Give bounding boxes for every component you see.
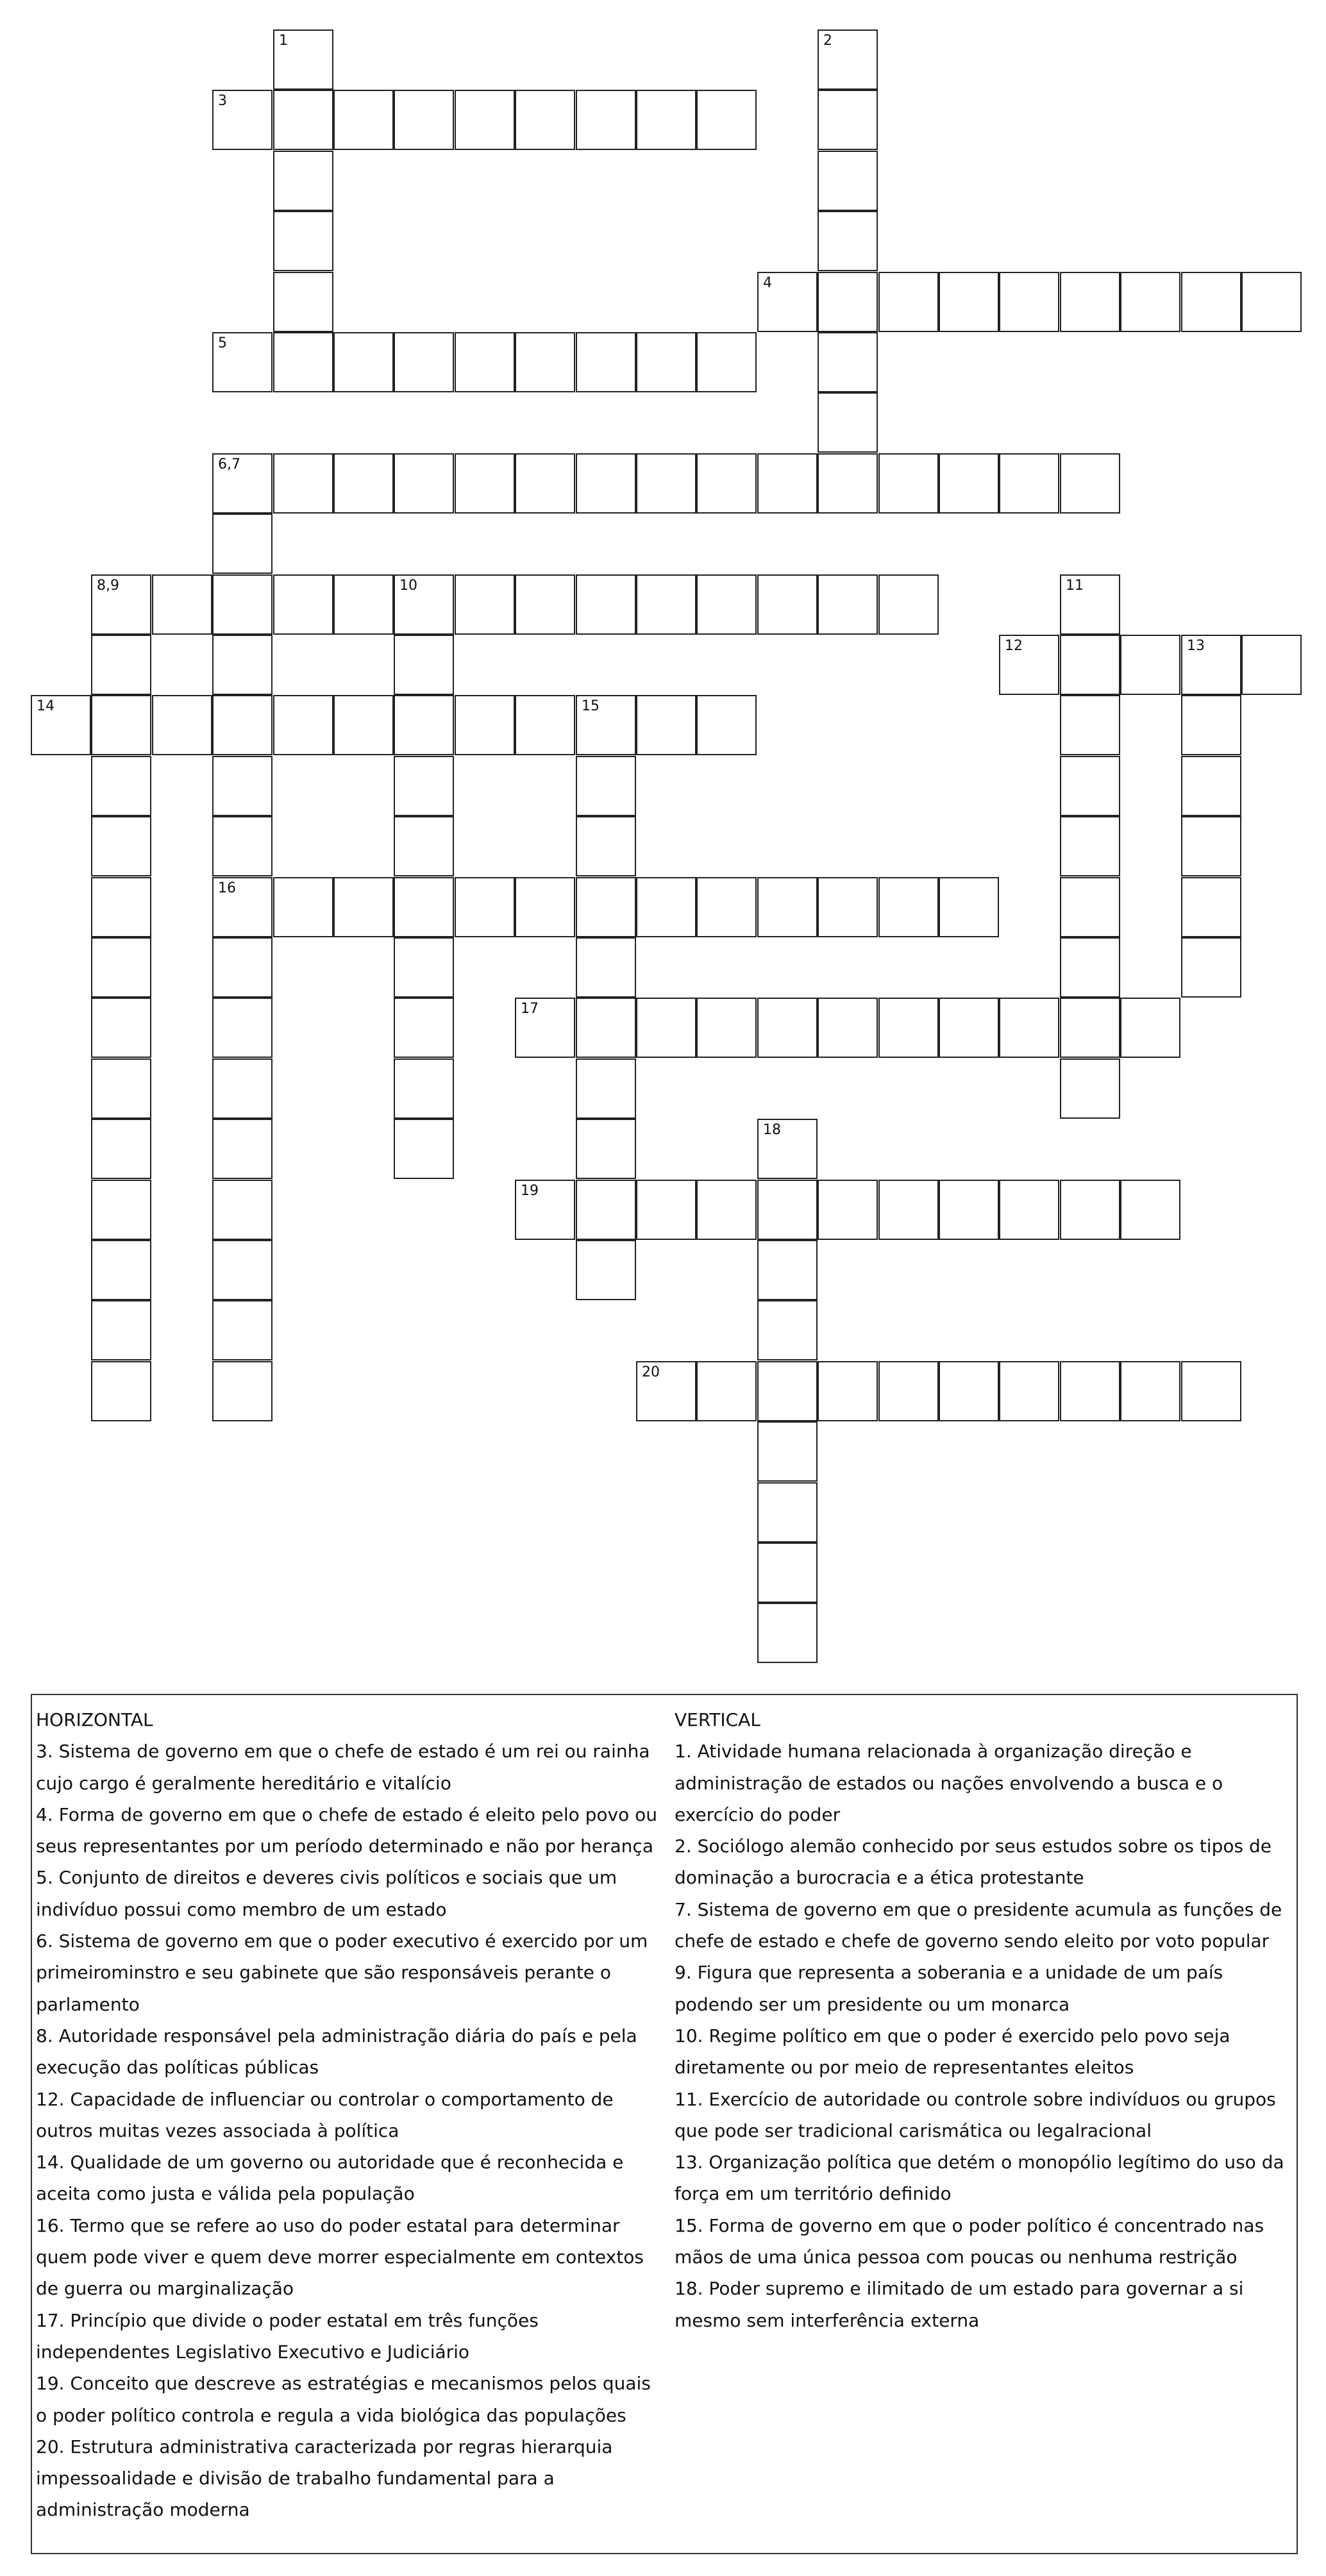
clue-h-4: 4. Forma de governo em que o chefe de estado é eleito pelo povo ou seus representantes por um período determinado e não por herança xyxy=(36,1803,658,1857)
grid-cell[interactable] xyxy=(394,1058,454,1119)
grid-cell[interactable] xyxy=(878,877,939,937)
grid-cell[interactable] xyxy=(696,574,757,635)
grid-cell[interactable] xyxy=(212,1180,273,1240)
grid-cell[interactable] xyxy=(1241,272,1302,332)
grid-cell[interactable] xyxy=(394,937,454,998)
clue-h-20: 20. Estrutura administrativa caracterizada por regras hierarquia impessoalidade e divisão de trabalho fundamental para a administração moderna xyxy=(36,2436,613,2521)
grid-cell[interactable] xyxy=(212,635,273,695)
grid-cell[interactable] xyxy=(212,937,273,998)
grid-cell[interactable] xyxy=(576,695,636,755)
grid-cell[interactable] xyxy=(1060,937,1120,998)
grid-cell[interactable] xyxy=(1060,635,1120,695)
grid-cell[interactable] xyxy=(212,1119,273,1179)
grid-cell[interactable] xyxy=(939,998,999,1058)
clue-number: 12 xyxy=(1005,638,1023,654)
clue-number: 16 xyxy=(218,880,236,896)
grid-cell[interactable] xyxy=(91,877,151,937)
grid-cell[interactable] xyxy=(394,574,454,635)
grid-cell[interactable] xyxy=(576,453,636,514)
grid-cell[interactable] xyxy=(1060,756,1120,816)
grid-cell[interactable] xyxy=(515,877,575,937)
grid-cell[interactable] xyxy=(636,574,696,635)
grid-cell[interactable] xyxy=(1060,574,1120,635)
grid-cell[interactable] xyxy=(878,574,939,635)
grid-cell[interactable] xyxy=(1181,816,1241,876)
grid-cell[interactable] xyxy=(273,877,333,937)
grid-cell[interactable] xyxy=(757,1119,818,1179)
grid-cell[interactable] xyxy=(1181,756,1241,816)
grid-cell[interactable] xyxy=(515,1180,575,1240)
grid-cell[interactable] xyxy=(818,1180,878,1240)
grid-cell[interactable] xyxy=(999,1361,1059,1421)
grid-cell[interactable] xyxy=(696,1361,757,1421)
grid-cell[interactable] xyxy=(333,90,394,150)
clue-number: 5 xyxy=(218,335,227,351)
grid-cell[interactable] xyxy=(273,90,333,150)
grid-cell[interactable] xyxy=(818,90,878,150)
grid-cell[interactable] xyxy=(576,877,636,937)
grid-cell[interactable] xyxy=(999,998,1059,1058)
grid-cell[interactable] xyxy=(1060,272,1120,332)
clue-number: 17 xyxy=(521,1001,539,1017)
clue-h-14: 14. Qualidade de um governo ou autoridade que é reconhecida e aceita como justa e válida pela população xyxy=(36,2152,624,2205)
clues-box xyxy=(31,1694,1298,2554)
grid-cell[interactable] xyxy=(394,635,454,695)
grid-cell[interactable] xyxy=(212,756,273,816)
grid-cell[interactable] xyxy=(1060,816,1120,876)
grid-cell[interactable] xyxy=(757,998,818,1058)
grid-cell[interactable] xyxy=(757,1421,818,1482)
grid-cell[interactable] xyxy=(455,90,515,150)
grid-cell[interactable] xyxy=(999,1180,1059,1240)
grid-cell[interactable] xyxy=(696,90,757,150)
grid-cell[interactable] xyxy=(91,1119,151,1179)
clue-v-9: 9. Figura que representa a soberania e a unidade de um país podendo ser um presidente ou um monarca xyxy=(675,1962,1223,2015)
grid-cell[interactable] xyxy=(757,877,818,937)
grid-cell[interactable] xyxy=(273,29,333,90)
grid-cell[interactable] xyxy=(576,1180,636,1240)
clue-h-16: 16. Termo que se refere ao uso do poder estatal para determinar quem pode viver e quem deve morrer especialmente em contextos de guerra ou marginalização xyxy=(36,2214,644,2300)
clue-v-2: 2. Sociólogo alemão conhecido por seus estudos sobre os tipos de dominação a burocracia e a ética protestante xyxy=(675,1836,1271,1889)
grid-cell[interactable] xyxy=(757,453,818,514)
grid-cell[interactable] xyxy=(91,816,151,876)
grid-cell[interactable] xyxy=(696,695,757,755)
clue-v-18: 18. Poder supremo e ilimitado de um estado para governar a si mesmo sem interferência externa xyxy=(675,2278,1244,2331)
grid-cell[interactable] xyxy=(939,1361,999,1421)
grid-cell[interactable] xyxy=(636,90,696,150)
grid-cell[interactable] xyxy=(878,272,939,332)
grid-cell[interactable] xyxy=(273,695,333,755)
grid-cell[interactable] xyxy=(576,90,636,150)
grid-cell[interactable] xyxy=(757,1482,818,1543)
grid-cell[interactable] xyxy=(1181,937,1241,998)
grid-cell[interactable] xyxy=(273,272,333,332)
grid-cell[interactable] xyxy=(212,453,273,514)
grid-cell[interactable] xyxy=(696,998,757,1058)
grid-cell[interactable] xyxy=(91,1180,151,1240)
clue-h-12: 12. Capacidade de influenciar ou controlar o comportamento de outros muitas vezes associada à política xyxy=(36,2088,614,2141)
grid-cell[interactable] xyxy=(515,332,575,392)
grid-cell[interactable] xyxy=(636,332,696,392)
grid-cell[interactable] xyxy=(576,1119,636,1179)
grid-cell[interactable] xyxy=(212,877,273,937)
grid-cell[interactable] xyxy=(1120,635,1180,695)
grid-cell[interactable] xyxy=(1120,272,1180,332)
grid-cell[interactable] xyxy=(152,574,212,635)
grid-cell[interactable] xyxy=(273,574,333,635)
grid-cell[interactable] xyxy=(212,695,273,755)
grid-cell[interactable] xyxy=(273,151,333,211)
grid-cell[interactable] xyxy=(91,1240,151,1300)
grid-cell[interactable] xyxy=(818,392,878,453)
grid-cell[interactable] xyxy=(394,332,454,392)
horizontal-clues xyxy=(36,1704,664,2526)
clue-number: 14 xyxy=(37,698,55,714)
grid-cell[interactable] xyxy=(273,453,333,514)
grid-cell[interactable] xyxy=(636,877,696,937)
grid-cell[interactable] xyxy=(636,1180,696,1240)
grid-cell[interactable] xyxy=(818,877,878,937)
grid-cell[interactable] xyxy=(636,1361,696,1421)
clue-h-5: 5. Conjunto de direitos e deveres civis políticos e sociais que um indivíduo possui como membro de um estado xyxy=(36,1867,617,1920)
clue-number: 11 xyxy=(1066,578,1084,594)
grid-cell[interactable] xyxy=(878,1361,939,1421)
grid-cell[interactable] xyxy=(757,272,818,332)
clue-number: 8,9 xyxy=(97,578,119,594)
grid-cell[interactable] xyxy=(1060,1361,1120,1421)
grid-cell[interactable] xyxy=(394,756,454,816)
grid-cell[interactable] xyxy=(757,1240,818,1300)
grid-cell[interactable] xyxy=(394,816,454,876)
grid-cell[interactable] xyxy=(455,332,515,392)
grid-cell[interactable] xyxy=(515,695,575,755)
clue-h-17: 17. Princípio que divide o poder estatal em três funções independentes Legislativo Executivo e Judiciário xyxy=(36,2309,539,2363)
clue-h-8: 8. Autoridade responsável pela administração diária do país e pela execução das políticas públicas xyxy=(36,2025,637,2078)
clue-number: 1 xyxy=(279,33,288,49)
grid-cell[interactable] xyxy=(1060,877,1120,937)
grid-cell[interactable] xyxy=(273,332,333,392)
grid-cell[interactable] xyxy=(576,332,636,392)
grid-cell[interactable] xyxy=(1181,635,1241,695)
grid-cell[interactable] xyxy=(333,574,394,635)
grid-cell[interactable] xyxy=(515,90,575,150)
grid-cell[interactable] xyxy=(333,877,394,937)
grid-cell[interactable] xyxy=(939,453,999,514)
grid-cell[interactable] xyxy=(999,635,1059,695)
grid-cell[interactable] xyxy=(818,272,878,332)
grid-cell[interactable] xyxy=(212,514,273,574)
vertical-title: VERTICAL xyxy=(675,1709,760,1730)
grid-cell[interactable] xyxy=(999,453,1059,514)
grid-cell[interactable] xyxy=(576,1058,636,1119)
clue-number: 19 xyxy=(521,1183,539,1199)
grid-cell[interactable] xyxy=(1181,877,1241,937)
grid-cell[interactable] xyxy=(394,998,454,1058)
grid-cell[interactable] xyxy=(91,998,151,1058)
grid-cell[interactable] xyxy=(1120,998,1180,1058)
grid-cell[interactable] xyxy=(1241,635,1302,695)
grid-cell[interactable] xyxy=(576,756,636,816)
clue-v-1: 1. Atividade humana relacionada à organização direção e administração de estados ou nações envolvendo a busca e o exercício do poder xyxy=(675,1741,1223,1825)
grid-cell[interactable] xyxy=(878,453,939,514)
grid-cell[interactable] xyxy=(818,29,878,90)
grid-cell[interactable] xyxy=(1181,272,1241,332)
grid-cell[interactable] xyxy=(636,453,696,514)
grid-cell[interactable] xyxy=(576,1240,636,1300)
grid-cell[interactable] xyxy=(212,90,273,150)
grid-cell[interactable] xyxy=(818,211,878,271)
clue-v-15: 15. Forma de governo em que o poder político é concentrado nas mãos de uma única pessoa com poucas ou nenhuma restrição xyxy=(675,2214,1264,2268)
grid-cell[interactable] xyxy=(515,574,575,635)
grid-cell[interactable] xyxy=(273,211,333,271)
grid-cell[interactable] xyxy=(394,90,454,150)
grid-cell[interactable] xyxy=(696,1180,757,1240)
clue-number: 13 xyxy=(1187,638,1205,654)
grid-cell[interactable] xyxy=(515,453,575,514)
clue-number: 6,7 xyxy=(218,456,240,473)
grid-cell[interactable] xyxy=(91,574,151,635)
grid-cell[interactable] xyxy=(939,877,999,937)
vertical-clues xyxy=(675,1704,1295,2336)
grid-cell[interactable] xyxy=(1060,1180,1120,1240)
grid-cell[interactable] xyxy=(939,1180,999,1240)
clue-h-6: 6. Sistema de governo em que o poder executivo é exercido por um primeirominstro e seu gabinete que são responsáveis perante o parlamento xyxy=(36,1930,648,2015)
grid-cell[interactable] xyxy=(1060,453,1120,514)
grid-cell[interactable] xyxy=(1120,1361,1180,1421)
grid-cell[interactable] xyxy=(818,151,878,211)
grid-cell[interactable] xyxy=(696,332,757,392)
clue-number: 15 xyxy=(582,698,600,714)
grid-cell[interactable] xyxy=(91,1300,151,1360)
grid-cell[interactable] xyxy=(394,877,454,937)
grid-cell[interactable] xyxy=(1060,998,1120,1058)
grid-cell[interactable] xyxy=(515,998,575,1058)
grid-cell[interactable] xyxy=(212,1361,273,1421)
grid-cell[interactable] xyxy=(696,877,757,937)
grid-cell[interactable] xyxy=(636,998,696,1058)
grid-cell[interactable] xyxy=(91,635,151,695)
grid-cell[interactable] xyxy=(212,816,273,876)
grid-cell[interactable] xyxy=(939,272,999,332)
clue-number: 2 xyxy=(823,33,832,49)
clue-v-13: 13. Organização política que detém o monopólio legítimo do uso da força em um território definido xyxy=(675,2152,1284,2205)
grid-cell[interactable] xyxy=(818,574,878,635)
grid-cell[interactable] xyxy=(394,453,454,514)
grid-cell[interactable] xyxy=(1060,1058,1120,1119)
grid-cell[interactable] xyxy=(152,695,212,755)
grid-cell[interactable] xyxy=(31,695,91,755)
grid-cell[interactable] xyxy=(212,574,273,635)
grid-cell[interactable] xyxy=(757,574,818,635)
grid-cell[interactable] xyxy=(878,998,939,1058)
grid-cell[interactable] xyxy=(455,695,515,755)
grid-cell[interactable] xyxy=(333,695,394,755)
grid-cell[interactable] xyxy=(212,332,273,392)
grid-cell[interactable] xyxy=(757,1603,818,1663)
grid-cell[interactable] xyxy=(333,332,394,392)
grid-cell[interactable] xyxy=(1181,695,1241,755)
grid-cell[interactable] xyxy=(212,1240,273,1300)
grid-cell[interactable] xyxy=(1120,1180,1180,1240)
horizontal-title: HORIZONTAL xyxy=(36,1709,153,1730)
clue-h-19: 19. Conceito que descreve as estratégias e mecanismos pelos quais o poder político controla e regula a vida biológica das populações xyxy=(36,2373,651,2426)
grid-cell[interactable] xyxy=(999,272,1059,332)
grid-cell[interactable] xyxy=(818,998,878,1058)
grid-cell[interactable] xyxy=(757,1543,818,1603)
grid-cell[interactable] xyxy=(757,1300,818,1360)
clue-number: 18 xyxy=(763,1122,781,1138)
grid-cell[interactable] xyxy=(696,453,757,514)
grid-cell[interactable] xyxy=(455,574,515,635)
grid-cell[interactable] xyxy=(91,937,151,998)
grid-cell[interactable] xyxy=(394,695,454,755)
grid-cell[interactable] xyxy=(91,1361,151,1421)
grid-cell[interactable] xyxy=(576,937,636,998)
grid-cell[interactable] xyxy=(91,756,151,816)
clue-h-3: 3. Sistema de governo em que o chefe de estado é um rei ou rainha cujo cargo é geralmente hereditário e vitalício xyxy=(36,1741,650,1794)
grid-cell[interactable] xyxy=(394,1119,454,1179)
clue-v-7: 7. Sistema de governo em que o presidente acumula as funções de chefe de estado e chefe de governo sendo eleito por voto popular xyxy=(675,1898,1282,1952)
grid-cell[interactable] xyxy=(818,332,878,392)
grid-cell[interactable] xyxy=(757,1180,818,1240)
clue-v-11: 11. Exercício de autoridade ou controle sobre indivíduos ou grupos que pode ser tradicional carismática ou legalracional xyxy=(675,2088,1276,2141)
grid-cell[interactable] xyxy=(1060,695,1120,755)
grid-cell[interactable] xyxy=(757,1361,818,1421)
clue-v-10: 10. Regime político em que o poder é exercido pelo povo seja diretamente ou por meio de representantes eleitos xyxy=(675,2025,1230,2078)
clue-number: 4 xyxy=(763,275,772,291)
grid-cell[interactable] xyxy=(212,1300,273,1360)
grid-cell[interactable] xyxy=(576,816,636,876)
clue-number: 10 xyxy=(399,578,417,594)
grid-cell[interactable] xyxy=(91,1058,151,1119)
grid-cell[interactable] xyxy=(576,574,636,635)
clue-number: 3 xyxy=(218,93,227,109)
grid-cell[interactable] xyxy=(212,998,273,1058)
grid-cell[interactable] xyxy=(455,877,515,937)
grid-cell[interactable] xyxy=(636,695,696,755)
grid-cell[interactable] xyxy=(818,453,878,514)
grid-cell[interactable] xyxy=(818,1361,878,1421)
grid-cell[interactable] xyxy=(212,1058,273,1119)
grid-cell[interactable] xyxy=(1181,1361,1241,1421)
grid-cell[interactable] xyxy=(333,453,394,514)
grid-cell[interactable] xyxy=(455,453,515,514)
clue-number: 20 xyxy=(642,1364,660,1380)
grid-cell[interactable] xyxy=(878,1180,939,1240)
grid-cell[interactable] xyxy=(576,998,636,1058)
grid-cell[interactable] xyxy=(91,695,151,755)
